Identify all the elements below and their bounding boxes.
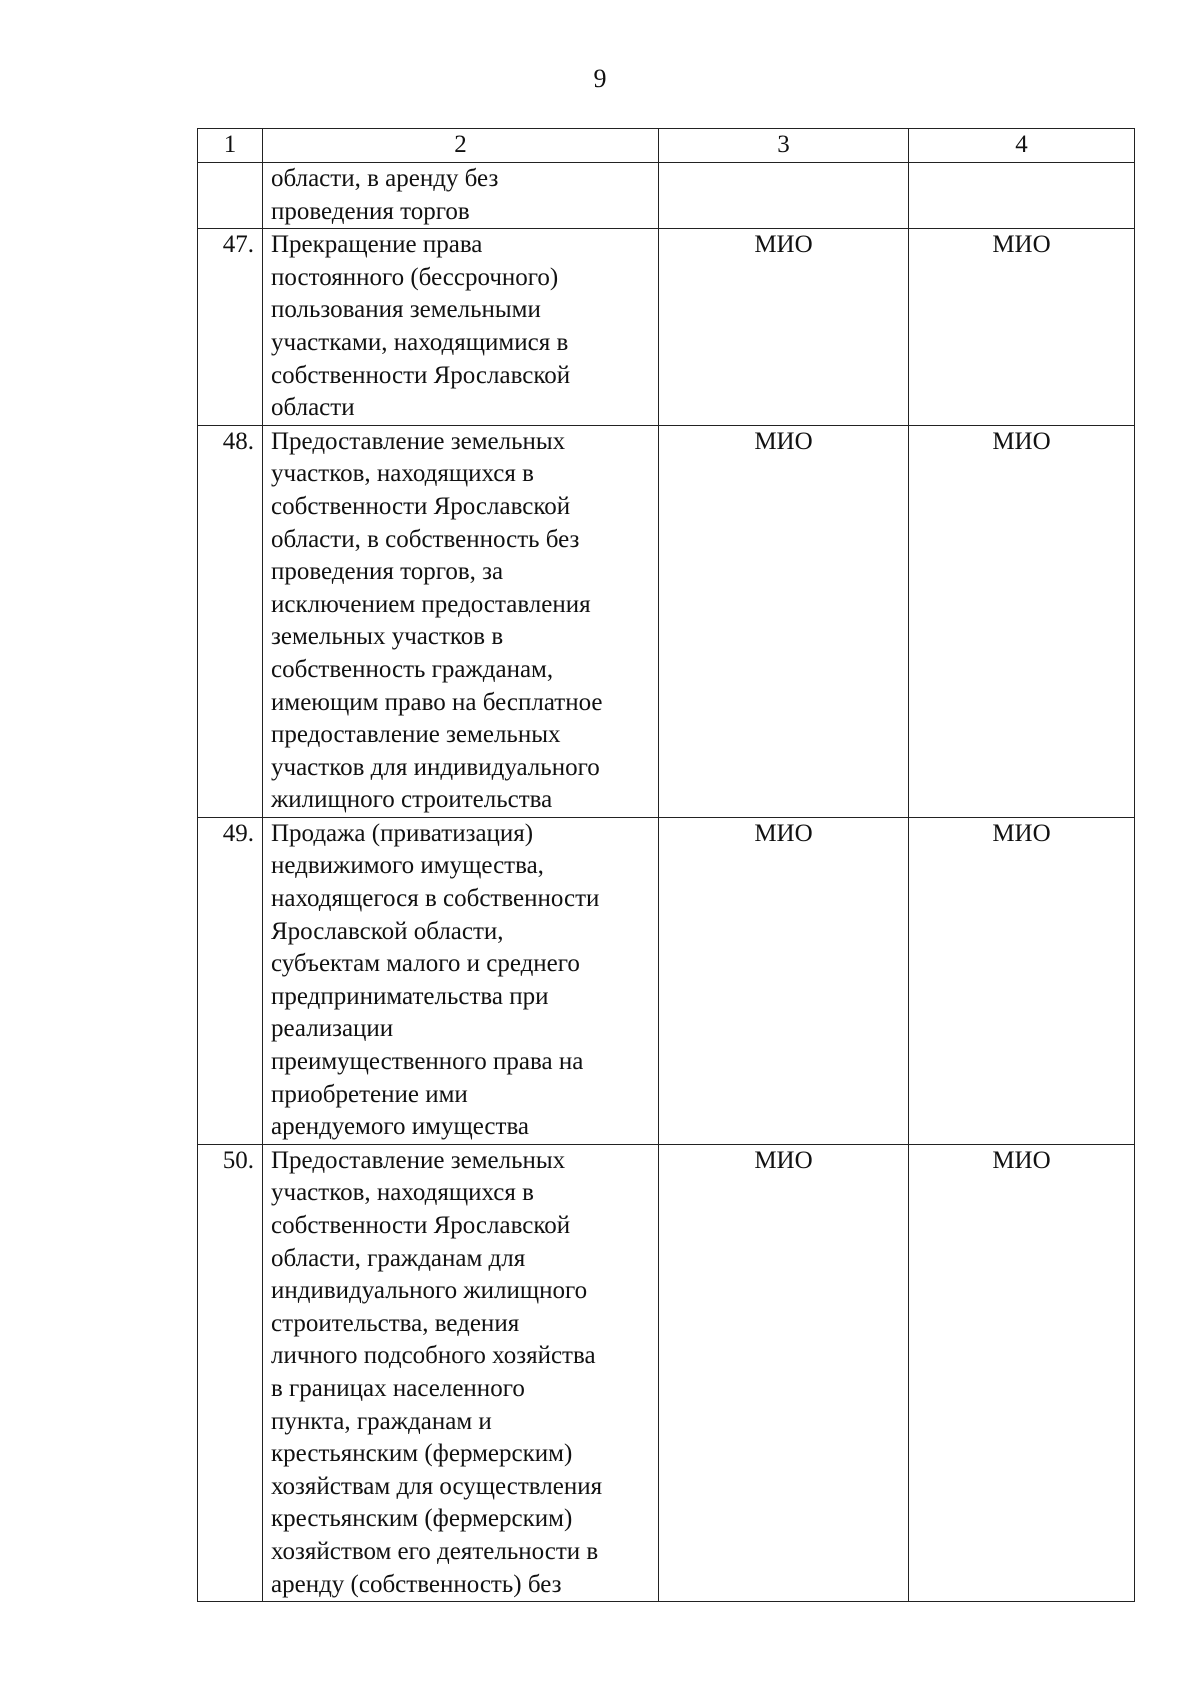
column-header-1: 1 [198, 129, 263, 163]
row-number: 50. [198, 1144, 263, 1601]
column-header-4: 4 [909, 129, 1135, 163]
row-col3-value: МИО [659, 425, 909, 817]
row-col4-value [909, 163, 1135, 229]
table-row [198, 817, 1135, 1144]
row-description: Предоставление земельных участков, находящихся в собственности Ярославской области, гражданам для индивидуального жилищного строительства, ведения личного подсобного хозяйства в границах населенного пункта, гражданам и крестьянским (фермерским) хозяйствам для осуществления крестьянским (фермерским) хозяйством его деятельности в аренду (собственность) без [263, 1144, 659, 1601]
row-col3-value: МИО [659, 229, 909, 426]
row-number: 48. [198, 425, 263, 817]
row-description: области, в аренду без проведения торгов [263, 163, 659, 229]
row-col3-value [659, 163, 909, 229]
row-description: Продажа (приватизация) недвижимого имущества, находящегося в собственности Ярославской области, субъектам малого и среднего предпринимательства при реализации преимущественного права на приобретение ими арендуемого имущества [263, 817, 659, 1144]
row-number: 49. [198, 817, 263, 1144]
table-row [198, 1144, 1135, 1601]
column-header-3: 3 [659, 129, 909, 163]
table-row [198, 229, 1135, 426]
row-col4-value: МИО [909, 817, 1135, 1144]
row-number [198, 163, 263, 229]
row-col4-value: МИО [909, 425, 1135, 817]
table-header-row [198, 129, 1135, 163]
row-number: 47. [198, 229, 263, 426]
table-row [198, 163, 1135, 229]
table-row [198, 425, 1135, 817]
row-col3-value: МИО [659, 1144, 909, 1601]
row-col4-value: МИО [909, 1144, 1135, 1601]
page-number: 9 [593, 64, 607, 93]
row-description: Предоставление земельных участков, находящихся в собственности Ярославской области, в собственность без проведения торгов, за исключением предоставления земельных участков в собственность гражданам, имеющим право на бесплатное предоставление земельных участков для индивидуального жилищного строительства [263, 425, 659, 817]
column-header-2: 2 [263, 129, 659, 163]
row-col3-value: МИО [659, 817, 909, 1144]
row-description: Прекращение права постоянного (бессрочного) пользования земельными участками, находящимися в собственности Ярославской области [263, 229, 659, 426]
row-col4-value: МИО [909, 229, 1135, 426]
services-table [197, 128, 1135, 1602]
